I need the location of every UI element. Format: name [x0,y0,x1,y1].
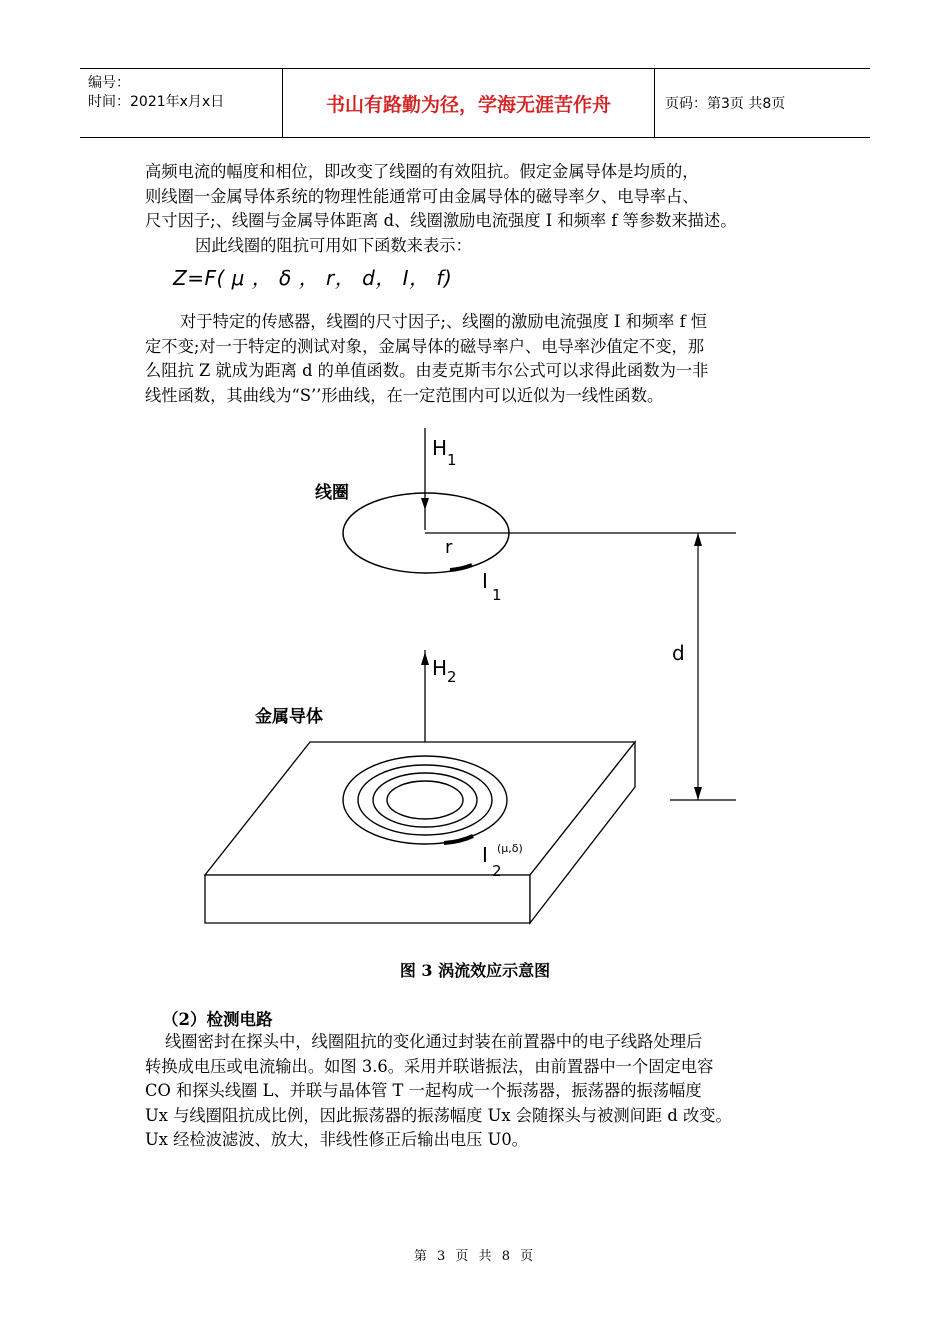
h1-label: H [432,436,448,460]
metal-plate-front [205,875,530,923]
figure-caption: 图 3 涡流效应示意图 [399,961,551,980]
header-page-info: 页码：第3页 共8页 [665,96,786,112]
impedance-formula: Z=F( μ ， δ ， r， d， I， f) [173,266,453,290]
paragraph-3 [145,310,835,408]
text-line: 则线圈一金属导体系统的物理性能通常可由金属导体的磁导率夕、电导率占、 [145,186,699,206]
text-line: 转换成电压或电流输出。如图 3.6。采用并联谐振法，由前置器中一个固定电容 [145,1056,714,1076]
d-arrow-bottom [694,787,702,800]
text-line: Ux 经检波滤波、放大，非线性修正后输出电压 U0。 [145,1130,528,1150]
text-line: 定不变;对一于特定的测试对象，金属导体的磁导率户、电导率沙值定不变，那 [145,336,705,356]
text-line: Ux 与线圈阻抗成比例，因此振荡器的振荡幅度 Ux 会随探头与被测间距 d 改变。 [145,1105,732,1125]
r-label: r [445,537,453,558]
text-line: 因此线圈的阻抗可用如下函数来表示： [195,235,472,255]
text-line: 线圈密封在探头中，线圈阻抗的变化通过封装在前置器中的电子线路处理后 [165,1032,703,1051]
d-arrow-top [694,533,702,546]
header-meta [80,69,283,137]
time-label: 时间：2021年x月x日 [88,94,225,110]
i2-label: I [482,843,488,867]
metal-label: 金属导体 [255,707,323,727]
text-line: CO 和探头线圈 L、并联与晶体管 T 一起构成一个振荡器，振荡器的振荡幅度 [145,1081,702,1101]
i1-current-arrow [450,565,472,570]
h2-label: H [432,656,448,680]
text-line: 尺寸因子;、线圈与金属导体距离 d、线圈激励电流强度 I 和频率 f 等参数来描述。 [145,211,737,231]
paragraph-4 [145,1030,835,1153]
i2-sub: 2 [492,862,502,880]
i1-label: I [482,569,488,593]
page-footer: 第 3 页 共 8 页 [413,1249,537,1264]
text-line: 么阻抗 Z 就成为距离 d 的单值函数。由麦克斯韦尔公式可以求得此函数为一非 [145,361,709,381]
h2-arrow [421,652,429,665]
h2-sub: 2 [447,668,457,686]
paragraph-1 [145,160,835,258]
text-line: 线性函数，其曲线为“S’’形曲线，在一定范围内可以近似为一线性函数。 [145,385,664,405]
i2-sup: (μ,δ) [497,842,523,855]
i1-sub: 1 [492,586,502,604]
section-subtitle: （2）检测电路 [162,1010,273,1029]
h1-sub: 1 [447,451,457,469]
text-line: 对于特定的传感器，线圈的尺寸因子;、线圈的激励电流强度 I 和频率 f 恒 [180,312,708,331]
serial-label: 编号： [88,75,130,91]
text-line: 高频电流的幅度和相位，即改变了线圈的有效阻抗。假定金属导体是均质的， [145,162,699,181]
d-label: d [672,641,685,665]
h1-arrow [421,498,429,510]
page-header [80,68,870,138]
coil-label: 线圈 [315,483,349,503]
eddy-current-diagram [180,420,760,940]
header-motto: 书山有路勤为径，学海无涯苦作舟 [283,69,655,137]
